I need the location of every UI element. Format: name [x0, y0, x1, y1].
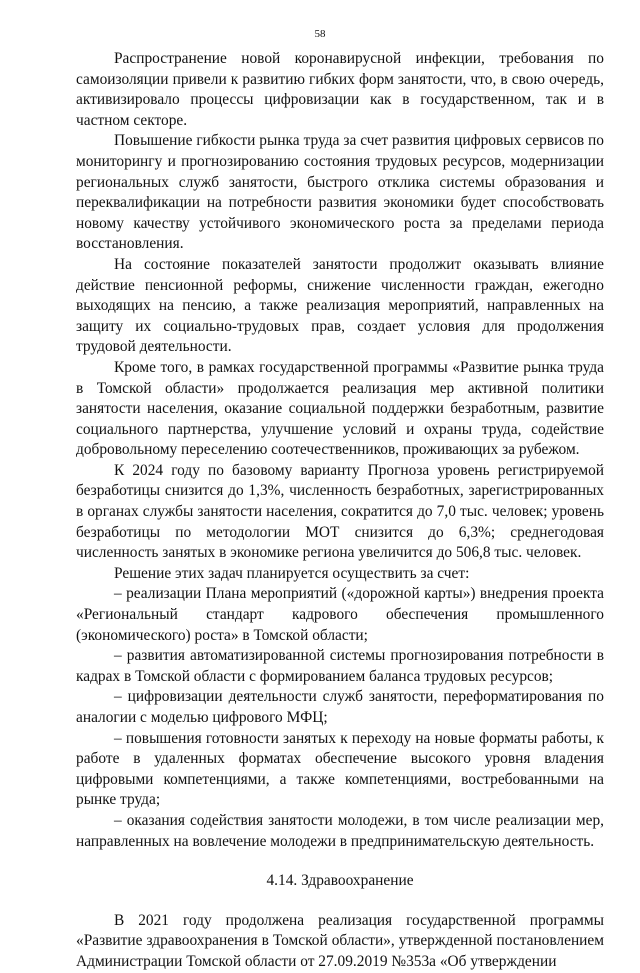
paragraph-healthcare: В 2021 году продолжена реализация государственной программы «Развитие здравоохранения в Томской области», утвержденной постановлением Администрации Томской области от 27.09.2019 №353а «Об утверждении: [76, 911, 604, 970]
paragraph-solution-intro: Решение этих задач планируется осуществить за счет:: [114, 564, 470, 582]
paragraph-pension: На состояние показателей занятости продолжит оказывать влияние действие пенсионной реформы, снижение численности граждан, ежегодно выходящих на пенсию, а также реализация мероприятий, направленных на защиту их социально-трудовых прав, создает условия для продолжения трудовой деятельности.: [76, 255, 604, 356]
document-body: [76, 49, 604, 973]
page-number: 58: [314, 28, 326, 40]
list-item: – оказания содействия занятости молодежи, в том числе реализации мер, направленных на вовлечение молодежи в предпринимательскую деятельность.: [76, 811, 604, 850]
list-item: – повышения готовности занятых к переходу на новые форматы работы, к работе в удаленных форматах обеспечение высокого уровня владения цифровыми компетенциями, а также компетенциями, востребованными на рынке труда;: [76, 729, 604, 809]
list-item: – цифровизации деятельности служб занятости, переформатирования по аналогии с моделью цифрового МФЦ;: [76, 688, 604, 726]
paragraph-flexibility: Повышение гибкости рынка труда за счет развития цифровых сервисов по мониторингу и прогнозированию состояния трудовых ресурсов, модернизации региональных служб занятости, быстрого отклика системы образования и переквалификации на потребности развития экономики будет способствовать новому качеству устойчивого экономического роста за пределами периода восстановления.: [76, 132, 604, 253]
paragraph-program: Кроме того, в рамках государственной программы «Развитие рынка труда в Томской области» продолжается реализация мер активной политики занятости населения, оказание социальной поддержки безработным, развитие социального партнерства, улучшение условий и охраны труда, содействие добровольному переселению соотечественников, проживающих за рубежом.: [76, 358, 604, 459]
paragraph-covid: Распространение новой коронавирусной инфекции, требования по самоизоляции привели к развитию гибких форм занятости, что, в свою очередь, активизировало процессы цифровизации как в государственном, так и в частном секторе.: [76, 50, 604, 129]
list-item: – реализации Плана мероприятий («дорожной карты») внедрения проекта «Региональный стандарт кадрового обеспечения промышленного (экономического) роста» в Томской области;: [76, 585, 604, 644]
section-heading: 4.14. Здравоохранение: [266, 872, 414, 890]
list-item: – развития автоматизированной системы прогнозирования потребности в кадрах в Томской области с формированием баланса трудовых ресурсов;: [76, 647, 604, 685]
paragraph-forecast: К 2024 году по базовому варианту Прогноза уровень регистрируемой безработицы снизится до 1,3%, численность безработных, зарегистрированных в органах службы занятости населения, сократится до 7,0 тыс. человек; уровень безработицы по методологии МОТ снизится до 6,3%; среднегодовая численность занятых в экономике региона увеличится до 506,8 тыс. человек.: [76, 461, 604, 562]
